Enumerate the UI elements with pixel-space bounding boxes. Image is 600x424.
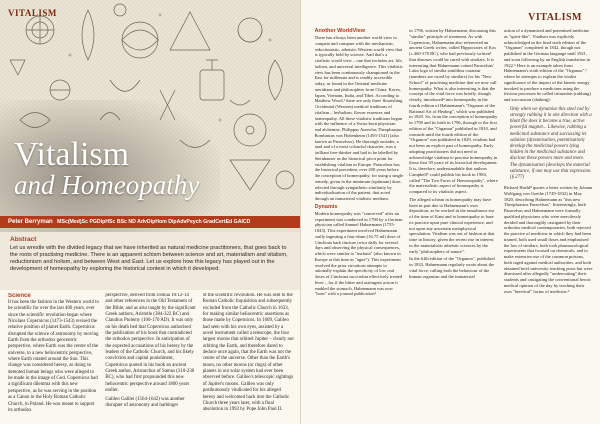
body-paragraph: The alleged schism in homeopathy may have been in part due to Hahnemann's own deposition, as he worked in the tumultuous era of the time of Kant and to homeopathy to base its practice upon pure clinical experience, and not upon any uncertain metaphysical speculation. Vitalism was out of fashion at that time in history, given the recent rise in interest in the materialistic atheistic sciences by the early "philosophers of nature". — [409, 196, 495, 254]
author-name: Peter Berryman — [8, 219, 53, 225]
pull-quote: Only when we dynamise this steel rod by strongly rubbing it in one direction with a blunt file does it become a true, active powerful magnet... Likewise, rubbing a medicinal substance and succussing its solution (dynamisation, potentisation) develop the medicinal powers lying hidden in the medicinal substance and disclose these powers more and more. The dynamisation (develops the material substance, if one may use that expression. (§ 277) — [509, 106, 592, 180]
article-title — [14, 136, 200, 200]
body-paragraph: There has always been another world view to compete and compare with the mechanistic, reductionistic, atheistic Western world view that is typically held by science. And that's a vitalistic world view – one that includes art, life, holism, and universal intelligence. This vitalistic view has been continuously championed in the East for millennia and is readily accessible today, as found in the Oriental medicine meridians and philosophies from China, Korea, Japan, Vietnam, India, and Tibet. According to Matthew Wood,¹ there are only three flourishing Occidental (Western) medical traditions of vitalism – herbalism, flower essences and homeopathy. All these vitalistic traditions began with the influence of a Swiss-born physician and alchemist, Philippus Aureolus Theophrastus Bombastus von Hohenheim (1493-1541) (also known as Paracelsus). He thorough outsider, a mad and of a most colourful character, was a brilliant free-thinker and had to be labelled by Steinhauser as the historical pivot point for establishing vitalism in Europe. Paracelsus has the historical precedent, over 200 years before the conception of homeopathy, for using a single remedy, given in the minimum (optimum) dose, selected through sympathetic similarity by individualisation of the patient, that acted through an immaterial vitalistic medium. — [314, 35, 404, 201]
body-paragraph: in 1796, written by Hahnemann, discussing this "similar" principle of treatment. As with Copernicus, Hahnemann also referenced an ancient Greek writer, called Hippocrates of Kos (c.460-370 BC), who had previously written³ that diseases could be cured with similars. It is interesting that Hahnemann coined Paracelsus' Latin logo of similia similibus curantur (numbers are cured by similars) for his "New School" of practising medicine that we now call homeopathy. What is also interesting is that the concept of the vital force was briefly, though clearly, introduced⁴ into homeopathy in the fourth edition of Hahnemann's "Organon of the Rational Art of Healing", which was published in 1829. So, from the conception of homeopathy in 1790 and its birth in 1796, through to the first edition of the "Organon" published in 1810, and onwards until the fourth edition of the "Organon" was published in 1829, vitalism had not been an explicit part of homeopathy. Early adopting practitioners did not need to acknowledge vitalism to practise homeopathy in those first 39 years of its historical development. It is, therefore, understandable that authors Campbell⁵ could publish his book in 1984, called "The Two Faces of Homoeopathy", where the materialistic aspect of homeopathy is compared to its vitalistic aspect. — [409, 28, 498, 194]
title-line-2: and Homeopathy — [14, 170, 200, 200]
body-paragraph: action of a dynamised and potentised medicine as "spirit-like". Vitalism was explicitly acknowledged in the final sixth edition of the "Organon" completed in 1842, though not published in the German language until 1921, and soon following by an English translation in 1922.⁶ Here is an example taken from Hahnemann's sixth edition of the "Organon",⁷ where he attempts to explain the vitalist significance of the impact of the kinetic energy invoked to produce a medicines using the friction processes he called trituration (rubbing) and succussion (shaking): — [503, 28, 591, 102]
right-column-2 — [409, 28, 498, 416]
left-column-2 — [105, 293, 196, 416]
right-page — [301, 0, 600, 424]
author-credentials: MSc(Med)Sc PGDipHSc BSc ND AdvDipHom DipAdvPsych GradCertEd GAICD — [57, 219, 251, 225]
body-paragraph: In the fifth edition of the "Organon", published in 1833, Hahnemann regularly wrote about the vital force, calling both the behaviour of the human organism and the immaterial — [409, 256, 495, 279]
section-heading-another-worldview: Another WorldView — [314, 28, 366, 34]
body-paragraph: Richard Haehl⁸ quotes a letter written by Johann Wolfgang von Goethe (1749-1832) in May 1820, describing Hahnemann as "this new Theophrastus Paracelsus". Interestingly, both Paracelsus and Hahnemann were formally qualified physicians who were mercilessly derided and thoroughly castigated by their orthodox medical contemporaries, both rejected the practice of medicine in which they had been trained, both used small doses and emphasised the law of similars, both took pharmacological experiments that focused on chemicals, and to make extensive use of the common poisons, both raged against medical authorities, and both obtained brief university teaching posts but were dismissed after allegedly "undercutting" their students and castigating the conventional heroic medical opinion of the day by teaching their own "heretical" forms of medicine.⁹ — [503, 185, 593, 294]
right-column-1 — [315, 28, 404, 416]
left-column-1 — [8, 293, 99, 416]
hero-illustration — [0, 0, 300, 232]
abstract-heading: Abstract — [10, 236, 37, 243]
right-body-columns — [315, 28, 593, 416]
body-paragraph: perspective, derived from Joshua 10:12-14 and other references in the Old Testament of the Bible, and as also taught by the significant Greek authors, Aristotle (384-322 BC) and Claudius Ptolemy (100-170 AD). It was only on his death bed that Copernicus authorised the publication of his book that contradicted the orthodox perspective. In anticipation of the expected accusations of his heresy by the leaders of the Catholic Church, and his likely conviction and capital punishment, Copernicus quoted in his book an ancient Greek author, Aristarchus of Samos (310-230 BC), who had first propounded this new heliocentric perspective around 1800 years earlier. — [105, 293, 196, 394]
left-body-columns — [8, 293, 294, 416]
body-paragraph: It has been the fashion in the Western world to be scientific for over the last 400 years, ever since the scientific revolution began where Nicolaus Copernicus (1473-1543) revised the relative position of planet Earth. Copernicus disrupted the science of astronomy by moving Earth from the orthodox geocentric perspective, where Earth was the centre of the universe, to a new heliocentric perspective, where Earth rotated around the Sun. This change was considered heresy, as doing so demoted human beings who were alleged to be made in the image of God. Copernicus had a significant dilemma with this new perspective, as he was serving in the position as a Canon in the Holy Roman Catholic Church, in Poland. He was meant to support its orthodox — [8, 300, 99, 413]
left-column-3 — [203, 293, 294, 416]
author-bar — [0, 216, 300, 228]
body-paragraph: of the scientific revolution. He was sent to the Roman Catholic Inquisition and subsequently excluded from the Catholic Church in 1633, for making similar heliocentric assertions as those made by Copernicus. In 1609, Galileo had seen with his own eyes, assisted by a novel instrument called a telescope, the four largest moons that orbited Jupiter – clearly not orbiting the Earth, and therefore dared to deduce once again, that the Earth was not the centre of the universe. Other than the Earth's moon, no other moons (or rings) of other planets in our solar system had ever been observed before. Galileo's telescopic sightings of Jupiter's moons. Galileo was only posthumously vindicated for his alleged heresy and welcomed back into the Catholic Church three years later, with a final absolution in 1992 by Pope John Paul II. — [202, 293, 294, 413]
abstract-text: Let us wrestle with the divided legacy that we have inherited as natural medicine practitioners, that goes back to the roots of practising medicine. There is an apparent schism between science and art, materialism and vitalism, reductionism and holism, and between West and East. Let us explore how this legacy has played out in the development of homeopathy by exploring the historical context in which it developed. — [10, 245, 288, 272]
section-heading-dynamis: Dynamis — [314, 203, 338, 210]
section-heading-science: Science — [8, 293, 31, 299]
abstract-box — [0, 232, 300, 290]
body-paragraph: Modern homeopathy was "conceived" after an experiment was conducted in 1790 by a German physician called Samuel Hahnemann (1755-1843). This experiment involved Hahnemann orally ingesting a four-dram (16.75 ml) dose of Cinchona bark tincture twice daily for several days and observing the physical consequences, which were similar to "malaria" (also known in Europe at this time as "ague"). This experiment resolved the prior circuitous attempts to rationally explain the specificity of low oral doses of Cinchona succirubra effectively treated fever – for if the bitter and astringent action it enabled the stomach, Hahnemann was now "born" with a journal publication² — [314, 210, 403, 297]
section-tag-right: VITALISM — [528, 12, 582, 23]
body-paragraph: Galileo Galilei (1564-1642) was another disrupter of astronomy and harbinger — [105, 396, 185, 408]
section-tag: VITALISM — [8, 8, 57, 18]
right-column-3 — [504, 28, 593, 416]
title-line-1: Vitalism — [14, 136, 130, 173]
